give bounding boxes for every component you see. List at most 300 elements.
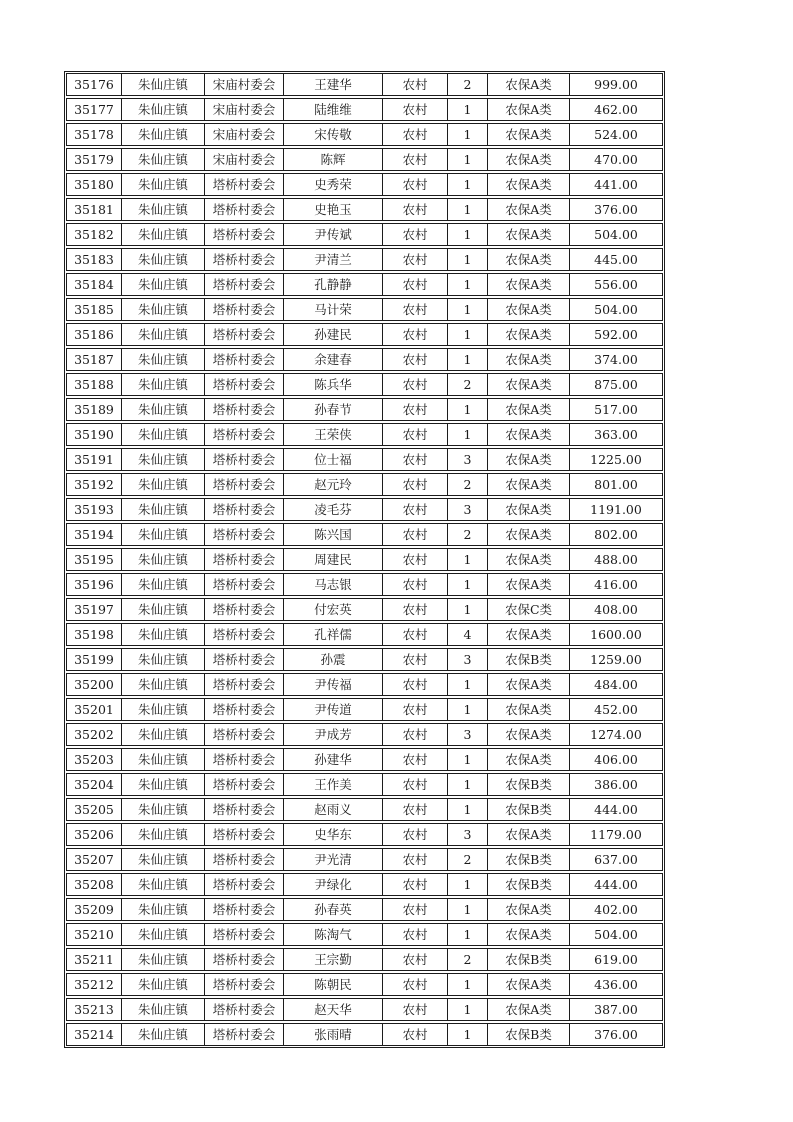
cell-insurance-category: 农保B类 — [488, 849, 570, 870]
cell-village-committee: 塔桥村委会 — [205, 749, 284, 770]
table-row — [66, 298, 663, 321]
table-row — [66, 648, 663, 671]
cell-person-count: 1 — [448, 174, 488, 195]
cell-person-count: 1 — [448, 399, 488, 420]
cell-id: 35181 — [67, 199, 122, 220]
cell-residence-type: 农村 — [383, 874, 448, 895]
cell-residence-type: 农村 — [383, 424, 448, 445]
cell-village-committee: 塔桥村委会 — [205, 624, 284, 645]
table-row — [66, 348, 663, 371]
cell-village-committee: 塔桥村委会 — [205, 224, 284, 245]
cell-amount: 1259.00 — [590, 652, 642, 667]
cell-town: 朱仙庄镇 — [122, 399, 205, 420]
cell-person-name: 尹传道 — [284, 699, 383, 720]
cell-id: 35178 — [67, 124, 122, 145]
cell-person-count: 1 — [448, 149, 488, 170]
cell-person-count: 1 — [448, 674, 488, 695]
cell-person-count: 1 — [448, 324, 488, 345]
cell-insurance-category: 农保A类 — [488, 674, 570, 695]
cell-person-name: 孙建华 — [284, 749, 383, 770]
cell-insurance-category: 农保A类 — [488, 574, 570, 595]
cell-amount: 462.00 — [594, 102, 638, 117]
cell-person-count: 1 — [448, 349, 488, 370]
cell-village-committee: 塔桥村委会 — [205, 524, 284, 545]
table-row — [66, 398, 663, 421]
cell-amount: 387.00 — [594, 1002, 638, 1017]
cell-amount: 386.00 — [594, 777, 638, 792]
cell-id: 35210 — [67, 924, 122, 945]
cell-town: 朱仙庄镇 — [122, 549, 205, 570]
cell-amount: 488.00 — [594, 552, 638, 567]
cell-person-name: 张雨晴 — [284, 1024, 383, 1045]
cell-person-count: 2 — [448, 374, 488, 395]
cell-person-name: 尹绿化 — [284, 874, 383, 895]
cell-amount: 363.00 — [594, 427, 638, 442]
cell-amount: 504.00 — [594, 227, 638, 242]
cell-person-name: 宋传敬 — [284, 124, 383, 145]
cell-town: 朱仙庄镇 — [122, 674, 205, 695]
cell-amount: 802.00 — [594, 527, 638, 542]
cell-village-committee: 塔桥村委会 — [205, 374, 284, 395]
cell-person-name: 尹成芳 — [284, 724, 383, 745]
cell-residence-type: 农村 — [383, 74, 448, 95]
cell-residence-type: 农村 — [383, 974, 448, 995]
cell-insurance-category: 农保A类 — [488, 149, 570, 170]
cell-person-name: 尹传福 — [284, 674, 383, 695]
cell-town: 朱仙庄镇 — [122, 349, 205, 370]
cell-person-count: 1 — [448, 974, 488, 995]
cell-insurance-category: 农保A类 — [488, 749, 570, 770]
cell-residence-type: 农村 — [383, 299, 448, 320]
cell-amount: 444.00 — [594, 802, 638, 817]
cell-residence-type: 农村 — [383, 624, 448, 645]
cell-id: 35193 — [67, 499, 122, 520]
cell-village-committee: 塔桥村委会 — [205, 274, 284, 295]
cell-person-count: 1 — [448, 124, 488, 145]
cell-town: 朱仙庄镇 — [122, 724, 205, 745]
cell-id: 35212 — [67, 974, 122, 995]
cell-town: 朱仙庄镇 — [122, 699, 205, 720]
cell-person-count: 1 — [448, 299, 488, 320]
cell-town: 朱仙庄镇 — [122, 424, 205, 445]
cell-person-name: 赵天华 — [284, 999, 383, 1020]
cell-id: 35191 — [67, 449, 122, 470]
cell-insurance-category: 农保A类 — [488, 324, 570, 345]
cell-person-name: 孙建民 — [284, 324, 383, 345]
cell-residence-type: 农村 — [383, 274, 448, 295]
cell-insurance-category: 农保C类 — [488, 599, 570, 620]
cell-town: 朱仙庄镇 — [122, 224, 205, 245]
cell-person-count: 1 — [448, 224, 488, 245]
cell-town: 朱仙庄镇 — [122, 974, 205, 995]
cell-residence-type: 农村 — [383, 524, 448, 545]
cell-insurance-category: 农保B类 — [488, 1024, 570, 1045]
cell-person-name: 孔祥儒 — [284, 624, 383, 645]
cell-amount: 504.00 — [594, 927, 638, 942]
cell-person-name: 王荣侠 — [284, 424, 383, 445]
table-row — [66, 248, 663, 271]
table-row — [66, 548, 663, 571]
cell-person-name: 陈朝民 — [284, 974, 383, 995]
cell-village-committee: 塔桥村委会 — [205, 399, 284, 420]
table-row — [66, 523, 663, 546]
cell-id: 35194 — [67, 524, 122, 545]
cell-amount: 504.00 — [594, 302, 638, 317]
cell-town: 朱仙庄镇 — [122, 824, 205, 845]
cell-residence-type: 农村 — [383, 474, 448, 495]
table-row — [66, 98, 663, 121]
cell-person-count: 3 — [448, 499, 488, 520]
cell-person-count: 2 — [448, 74, 488, 95]
cell-residence-type: 农村 — [383, 849, 448, 870]
cell-insurance-category: 农保B类 — [488, 774, 570, 795]
cell-id: 35211 — [67, 949, 122, 970]
cell-amount: 402.00 — [594, 902, 638, 917]
table-row — [66, 273, 663, 296]
cell-person-count: 2 — [448, 849, 488, 870]
cell-village-committee: 塔桥村委会 — [205, 499, 284, 520]
cell-residence-type: 农村 — [383, 399, 448, 420]
cell-amount: 1191.00 — [590, 502, 642, 517]
cell-person-name: 位士福 — [284, 449, 383, 470]
cell-amount: 524.00 — [594, 127, 638, 142]
cell-residence-type: 农村 — [383, 349, 448, 370]
table-row — [66, 798, 663, 821]
cell-village-committee: 塔桥村委会 — [205, 699, 284, 720]
cell-person-name: 孙震 — [284, 649, 383, 670]
cell-person-name: 史艳玉 — [284, 199, 383, 220]
cell-town: 朱仙庄镇 — [122, 324, 205, 345]
table-row — [66, 623, 663, 646]
cell-town: 朱仙庄镇 — [122, 849, 205, 870]
cell-person-name: 陈辉 — [284, 149, 383, 170]
cell-amount: 556.00 — [594, 277, 638, 292]
cell-town: 朱仙庄镇 — [122, 199, 205, 220]
cell-insurance-category: 农保A类 — [488, 824, 570, 845]
cell-town: 朱仙庄镇 — [122, 99, 205, 120]
table-row — [66, 723, 663, 746]
cell-insurance-category: 农保A类 — [488, 374, 570, 395]
cell-person-count: 2 — [448, 524, 488, 545]
table-row — [66, 873, 663, 896]
cell-village-committee: 塔桥村委会 — [205, 349, 284, 370]
table-row — [66, 423, 663, 446]
cell-amount: 416.00 — [594, 577, 638, 592]
cell-town: 朱仙庄镇 — [122, 74, 205, 95]
cell-person-count: 1 — [448, 749, 488, 770]
cell-amount: 1225.00 — [590, 452, 642, 467]
cell-insurance-category: 农保A类 — [488, 699, 570, 720]
cell-person-count: 1 — [448, 699, 488, 720]
cell-residence-type: 农村 — [383, 999, 448, 1020]
cell-id: 35190 — [67, 424, 122, 445]
cell-amount: 875.00 — [594, 377, 638, 392]
cell-id: 35208 — [67, 874, 122, 895]
cell-person-count: 1 — [448, 574, 488, 595]
cell-person-name: 马志银 — [284, 574, 383, 595]
table-row — [66, 123, 663, 146]
cell-person-name: 陈淘气 — [284, 924, 383, 945]
cell-village-committee: 塔桥村委会 — [205, 899, 284, 920]
cell-id: 35214 — [67, 1024, 122, 1045]
cell-village-committee: 塔桥村委会 — [205, 474, 284, 495]
cell-amount: 1274.00 — [590, 727, 642, 742]
cell-village-committee: 塔桥村委会 — [205, 924, 284, 945]
cell-town: 朱仙庄镇 — [122, 624, 205, 645]
cell-id: 35183 — [67, 249, 122, 270]
table-row — [66, 923, 663, 946]
cell-residence-type: 农村 — [383, 224, 448, 245]
cell-insurance-category: 农保A类 — [488, 499, 570, 520]
cell-id: 35176 — [67, 74, 122, 95]
cell-id: 35205 — [67, 799, 122, 820]
cell-id: 35192 — [67, 474, 122, 495]
cell-amount: 470.00 — [594, 152, 638, 167]
table-row — [66, 73, 663, 96]
cell-person-name: 周建民 — [284, 549, 383, 570]
cell-insurance-category: 农保A类 — [488, 249, 570, 270]
cell-insurance-category: 农保A类 — [488, 349, 570, 370]
cell-town: 朱仙庄镇 — [122, 174, 205, 195]
cell-village-committee: 宋庙村委会 — [205, 74, 284, 95]
cell-village-committee: 塔桥村委会 — [205, 799, 284, 820]
cell-id: 35202 — [67, 724, 122, 745]
table-row — [66, 173, 663, 196]
cell-insurance-category: 农保A类 — [488, 549, 570, 570]
cell-amount: 408.00 — [594, 602, 638, 617]
cell-town: 朱仙庄镇 — [122, 274, 205, 295]
cell-town: 朱仙庄镇 — [122, 924, 205, 945]
table-row — [66, 473, 663, 496]
cell-residence-type: 农村 — [383, 499, 448, 520]
cell-amount: 441.00 — [594, 177, 638, 192]
cell-town: 朱仙庄镇 — [122, 774, 205, 795]
cell-person-name: 史华东 — [284, 824, 383, 845]
table-row — [66, 698, 663, 721]
cell-id: 35203 — [67, 749, 122, 770]
cell-person-count: 1 — [448, 424, 488, 445]
cell-id: 35207 — [67, 849, 122, 870]
table-row — [66, 948, 663, 971]
cell-residence-type: 农村 — [383, 574, 448, 595]
cell-insurance-category: 农保A类 — [488, 474, 570, 495]
cell-person-count: 1 — [448, 599, 488, 620]
cell-residence-type: 农村 — [383, 674, 448, 695]
cell-residence-type: 农村 — [383, 924, 448, 945]
cell-amount: 376.00 — [594, 1027, 638, 1042]
cell-residence-type: 农村 — [383, 1024, 448, 1045]
cell-town: 朱仙庄镇 — [122, 299, 205, 320]
cell-person-name: 尹传斌 — [284, 224, 383, 245]
table-row — [66, 223, 663, 246]
cell-village-committee: 塔桥村委会 — [205, 549, 284, 570]
cell-id: 35179 — [67, 149, 122, 170]
cell-residence-type: 农村 — [383, 749, 448, 770]
cell-town: 朱仙庄镇 — [122, 649, 205, 670]
cell-insurance-category: 农保A类 — [488, 74, 570, 95]
cell-residence-type: 农村 — [383, 899, 448, 920]
cell-insurance-category: 农保A类 — [488, 399, 570, 420]
cell-residence-type: 农村 — [383, 824, 448, 845]
cell-village-committee: 塔桥村委会 — [205, 424, 284, 445]
cell-person-count: 1 — [448, 799, 488, 820]
cell-insurance-category: 农保B类 — [488, 649, 570, 670]
cell-amount: 999.00 — [594, 77, 638, 92]
cell-person-count: 1 — [448, 249, 488, 270]
cell-person-count: 1 — [448, 274, 488, 295]
cell-village-committee: 塔桥村委会 — [205, 849, 284, 870]
cell-amount: 374.00 — [594, 352, 638, 367]
cell-insurance-category: 农保A类 — [488, 299, 570, 320]
cell-insurance-category: 农保A类 — [488, 274, 570, 295]
cell-village-committee: 宋庙村委会 — [205, 99, 284, 120]
cell-village-committee: 塔桥村委会 — [205, 574, 284, 595]
cell-amount: 376.00 — [594, 202, 638, 217]
cell-id: 35180 — [67, 174, 122, 195]
cell-insurance-category: 农保A类 — [488, 224, 570, 245]
cell-town: 朱仙庄镇 — [122, 1024, 205, 1045]
table-row — [66, 598, 663, 621]
cell-residence-type: 农村 — [383, 799, 448, 820]
cell-village-committee: 塔桥村委会 — [205, 249, 284, 270]
cell-village-committee: 塔桥村委会 — [205, 174, 284, 195]
cell-person-name: 付宏英 — [284, 599, 383, 620]
cell-id: 35195 — [67, 549, 122, 570]
cell-amount: 592.00 — [594, 327, 638, 342]
table-row — [66, 823, 663, 846]
cell-id: 35204 — [67, 774, 122, 795]
cell-id: 35185 — [67, 299, 122, 320]
cell-person-count: 1 — [448, 199, 488, 220]
cell-residence-type: 农村 — [383, 324, 448, 345]
cell-person-name: 陈兵华 — [284, 374, 383, 395]
cell-id: 35213 — [67, 999, 122, 1020]
cell-insurance-category: 农保A类 — [488, 924, 570, 945]
cell-insurance-category: 农保A类 — [488, 524, 570, 545]
cell-id: 35197 — [67, 599, 122, 620]
cell-town: 朱仙庄镇 — [122, 574, 205, 595]
cell-amount: 1179.00 — [590, 827, 642, 842]
cell-person-name: 孔静静 — [284, 274, 383, 295]
cell-id: 35200 — [67, 674, 122, 695]
cell-town: 朱仙庄镇 — [122, 599, 205, 620]
cell-person-count: 3 — [448, 449, 488, 470]
cell-person-count: 1 — [448, 99, 488, 120]
cell-id: 35201 — [67, 699, 122, 720]
cell-town: 朱仙庄镇 — [122, 474, 205, 495]
table-row — [66, 448, 663, 471]
cell-town: 朱仙庄镇 — [122, 449, 205, 470]
cell-village-committee: 塔桥村委会 — [205, 299, 284, 320]
cell-town: 朱仙庄镇 — [122, 249, 205, 270]
cell-person-name: 赵雨义 — [284, 799, 383, 820]
cell-person-name: 王建华 — [284, 74, 383, 95]
cell-person-count: 1 — [448, 1024, 488, 1045]
cell-amount: 452.00 — [594, 702, 638, 717]
table-row — [66, 673, 663, 696]
cell-person-name: 孙春英 — [284, 899, 383, 920]
cell-residence-type: 农村 — [383, 199, 448, 220]
cell-insurance-category: 农保B类 — [488, 949, 570, 970]
cell-residence-type: 农村 — [383, 99, 448, 120]
table-row — [66, 773, 663, 796]
cell-village-committee: 塔桥村委会 — [205, 674, 284, 695]
cell-village-committee: 塔桥村委会 — [205, 724, 284, 745]
table-row — [66, 1023, 663, 1046]
cell-town: 朱仙庄镇 — [122, 149, 205, 170]
cell-village-committee: 塔桥村委会 — [205, 824, 284, 845]
cell-insurance-category: 农保A类 — [488, 199, 570, 220]
cell-person-name: 陆维维 — [284, 99, 383, 120]
cell-id: 35187 — [67, 349, 122, 370]
cell-person-count: 1 — [448, 549, 488, 570]
cell-person-count: 4 — [448, 624, 488, 645]
cell-insurance-category: 农保A类 — [488, 124, 570, 145]
cell-village-committee: 塔桥村委会 — [205, 774, 284, 795]
cell-village-committee: 塔桥村委会 — [205, 974, 284, 995]
cell-town: 朱仙庄镇 — [122, 124, 205, 145]
cell-amount: 406.00 — [594, 752, 638, 767]
cell-village-committee: 塔桥村委会 — [205, 199, 284, 220]
cell-person-count: 2 — [448, 474, 488, 495]
table-row — [66, 498, 663, 521]
cell-amount: 445.00 — [594, 252, 638, 267]
cell-person-name: 尹光清 — [284, 849, 383, 870]
cell-person-name: 马计荣 — [284, 299, 383, 320]
table-row — [66, 373, 663, 396]
table-row — [66, 898, 663, 921]
cell-village-committee: 宋庙村委会 — [205, 124, 284, 145]
cell-village-committee: 塔桥村委会 — [205, 324, 284, 345]
cell-person-name: 史秀荣 — [284, 174, 383, 195]
cell-residence-type: 农村 — [383, 724, 448, 745]
cell-insurance-category: 农保A类 — [488, 449, 570, 470]
cell-insurance-category: 农保A类 — [488, 174, 570, 195]
cell-person-count: 1 — [448, 999, 488, 1020]
table-row — [66, 848, 663, 871]
cell-residence-type: 农村 — [383, 449, 448, 470]
table-row — [66, 198, 663, 221]
cell-amount: 637.00 — [594, 852, 638, 867]
cell-town: 朱仙庄镇 — [122, 524, 205, 545]
cell-residence-type: 农村 — [383, 549, 448, 570]
cell-town: 朱仙庄镇 — [122, 499, 205, 520]
cell-id: 35184 — [67, 274, 122, 295]
cell-id: 35188 — [67, 374, 122, 395]
cell-amount: 436.00 — [594, 977, 638, 992]
cell-person-name: 余建春 — [284, 349, 383, 370]
cell-person-count: 3 — [448, 724, 488, 745]
cell-insurance-category: 农保A类 — [488, 99, 570, 120]
cell-town: 朱仙庄镇 — [122, 949, 205, 970]
cell-village-committee: 塔桥村委会 — [205, 874, 284, 895]
cell-person-count: 1 — [448, 924, 488, 945]
cell-residence-type: 农村 — [383, 599, 448, 620]
cell-person-name: 赵元玲 — [284, 474, 383, 495]
cell-id: 35189 — [67, 399, 122, 420]
table-row — [66, 748, 663, 771]
cell-amount: 517.00 — [594, 402, 638, 417]
cell-town: 朱仙庄镇 — [122, 749, 205, 770]
cell-insurance-category: 农保A类 — [488, 624, 570, 645]
cell-id: 35209 — [67, 899, 122, 920]
cell-residence-type: 农村 — [383, 124, 448, 145]
cell-insurance-category: 农保A类 — [488, 899, 570, 920]
cell-insurance-category: 农保A类 — [488, 724, 570, 745]
cell-town: 朱仙庄镇 — [122, 999, 205, 1020]
cell-residence-type: 农村 — [383, 949, 448, 970]
table-row — [66, 323, 663, 346]
